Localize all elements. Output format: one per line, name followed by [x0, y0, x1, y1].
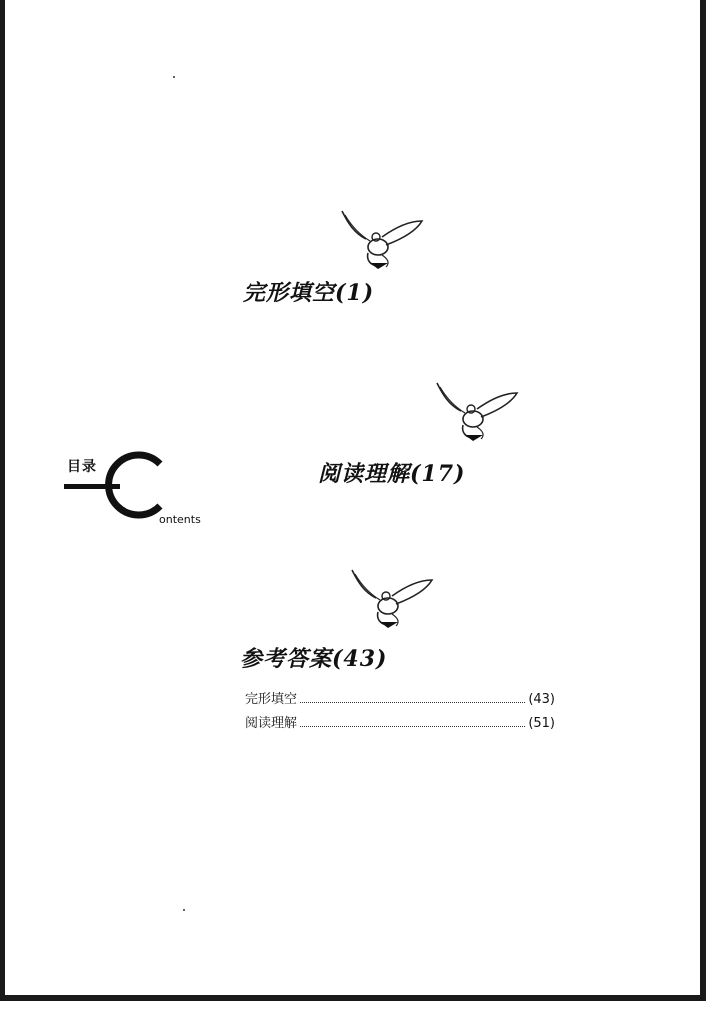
logo-letter-c [104, 450, 174, 520]
section-title-reading: 阅读理解(17) [318, 461, 466, 487]
contents-logo [64, 456, 214, 536]
page-border-bottom [0, 995, 706, 1001]
logo-word: ontents [159, 513, 201, 526]
section-title-answers: 参考答案(43) [240, 646, 388, 672]
toc-item-page: (43) [528, 692, 555, 707]
section-title-cloze: 完形填空(1) [243, 280, 375, 306]
page-border-right [700, 0, 706, 1000]
toc-list [245, 688, 555, 736]
toc-leader-dots [300, 702, 525, 703]
toc-item-label: 阅读理解 [245, 716, 298, 731]
toc-item[interactable] [245, 712, 555, 736]
speck [183, 909, 185, 911]
toc-item-label: 完形填空 [245, 692, 298, 707]
toc-item[interactable] [245, 688, 555, 712]
page-border-left [0, 0, 5, 1000]
flying-bird-icon [340, 564, 440, 639]
flying-bird-icon [330, 205, 430, 280]
logo-title: 目录 [67, 459, 97, 475]
toc-item-page: (51) [528, 716, 555, 731]
speck [173, 76, 175, 78]
toc-leader-dots [300, 726, 525, 727]
flying-bird-icon [425, 377, 525, 452]
